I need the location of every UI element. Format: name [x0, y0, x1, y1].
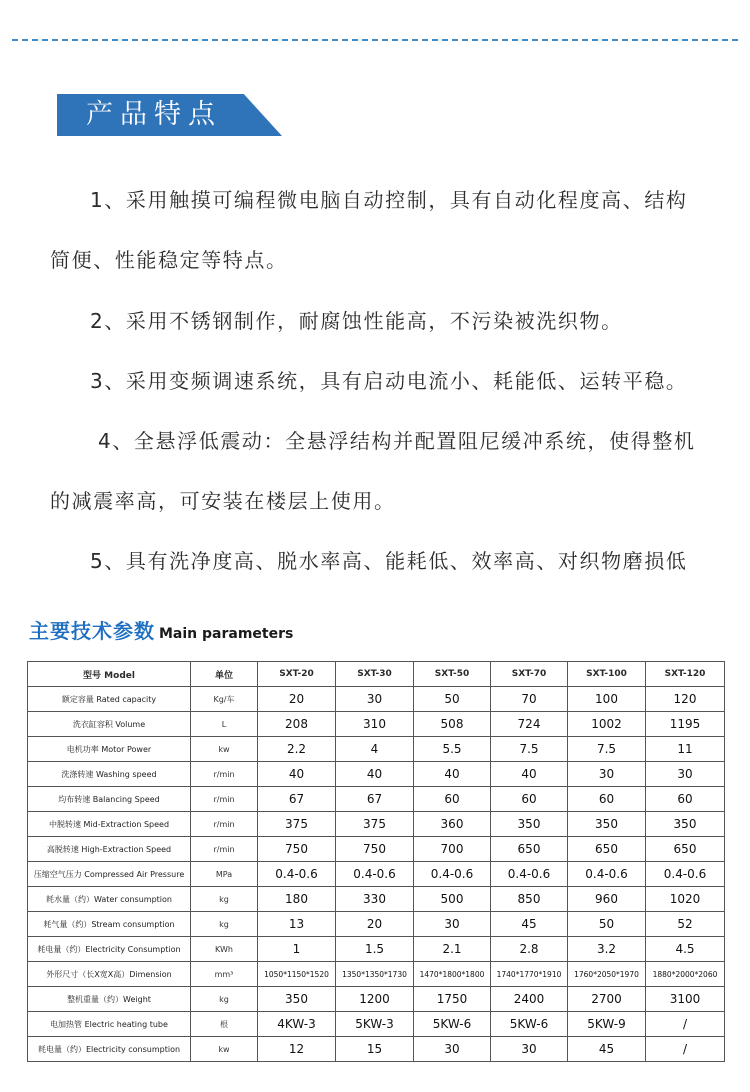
feature-line-5: 4、全悬浮低震动：全悬浮结构并配置阻尼缓冲系统，使得整机 — [98, 429, 696, 453]
param-value-cell: 45 — [491, 912, 568, 937]
param-name-cell: 耗电量（约）Electricity consumption — [28, 1037, 191, 1062]
param-name-cell: 中脱转速 Mid-Extraction Speed — [28, 812, 191, 837]
param-value-cell: 310 — [336, 712, 414, 737]
param-value-cell: 3100 — [646, 987, 725, 1012]
param-value-cell: 700 — [414, 837, 491, 862]
param-value-cell: 52 — [646, 912, 725, 937]
table-row — [28, 987, 725, 1012]
param-value-cell: 30 — [336, 687, 414, 712]
param-value-cell: 375 — [336, 812, 414, 837]
param-value-cell: 30 — [414, 912, 491, 937]
params-table — [27, 661, 725, 1062]
param-value-cell: 60 — [414, 787, 491, 812]
table-row — [28, 937, 725, 962]
param-value-cell: 70 — [491, 687, 568, 712]
feature-line-7: 5、具有洗净度高、脱水率高、能耗低、效率高、对织物磨损低 — [90, 549, 688, 573]
params-heading — [29, 615, 293, 644]
param-name-cell: 耗气量（约）Stream consumption — [28, 912, 191, 937]
param-value-cell: 2700 — [568, 987, 646, 1012]
table-header-cell: SXT-30 — [336, 662, 414, 687]
param-value-cell: 1470*1800*1800 — [414, 962, 491, 987]
params-title-en: Main parameters — [159, 626, 294, 642]
param-value-cell: 650 — [491, 837, 568, 862]
param-value-cell: 67 — [336, 787, 414, 812]
param-value-cell: 3.2 — [568, 937, 646, 962]
param-value-cell: 1.5 — [336, 937, 414, 962]
param-name-cell: 耗水量（约）Water consumption — [28, 887, 191, 912]
param-value-cell: 12 — [258, 1037, 336, 1062]
banner-title: 产品特点 — [86, 99, 222, 130]
table-header-cell: 型号 Model — [28, 662, 191, 687]
param-value-cell: 45 — [568, 1037, 646, 1062]
param-value-cell: 350 — [258, 987, 336, 1012]
param-value-cell: 750 — [336, 837, 414, 862]
param-unit-cell: kg — [191, 912, 258, 937]
param-name-cell: 额定容量 Rated capacity — [28, 687, 191, 712]
param-unit-cell: 根 — [191, 1012, 258, 1037]
feature-line-6: 的减震率高，可安装在楼层上使用。 — [50, 489, 396, 513]
param-value-cell: 50 — [414, 687, 491, 712]
param-unit-cell: Kg/车 — [191, 687, 258, 712]
table-header-cell: SXT-70 — [491, 662, 568, 687]
param-value-cell: 7.5 — [568, 737, 646, 762]
table-header-cell: SXT-50 — [414, 662, 491, 687]
param-value-cell: 5KW-6 — [491, 1012, 568, 1037]
table-header-row — [28, 662, 725, 687]
param-value-cell: 2400 — [491, 987, 568, 1012]
param-unit-cell: r/min — [191, 837, 258, 862]
param-value-cell: 13 — [258, 912, 336, 937]
param-value-cell: 40 — [258, 762, 336, 787]
table-header-cell: SXT-20 — [258, 662, 336, 687]
table-row — [28, 812, 725, 837]
param-name-cell: 压缩空气压力 Compressed Air Pressure — [28, 862, 191, 887]
param-value-cell: 850 — [491, 887, 568, 912]
param-value-cell: 1195 — [646, 712, 725, 737]
param-unit-cell: KWh — [191, 937, 258, 962]
table-header-cell: SXT-100 — [568, 662, 646, 687]
param-value-cell: 0.4-0.6 — [258, 862, 336, 887]
param-value-cell: 60 — [491, 787, 568, 812]
param-name-cell: 外形尺寸（长X宽X高）Dimension — [28, 962, 191, 987]
param-value-cell: 1050*1150*1520 — [258, 962, 336, 987]
table-header-cell: 单位 — [191, 662, 258, 687]
param-value-cell: 375 — [258, 812, 336, 837]
param-unit-cell: r/min — [191, 762, 258, 787]
param-value-cell: 0.4-0.6 — [491, 862, 568, 887]
param-value-cell: 1750 — [414, 987, 491, 1012]
param-value-cell: 750 — [258, 837, 336, 862]
param-value-cell: 0.4-0.6 — [414, 862, 491, 887]
param-value-cell: 30 — [646, 762, 725, 787]
param-value-cell: 15 — [336, 1037, 414, 1062]
param-value-cell: 40 — [336, 762, 414, 787]
param-value-cell: 0.4-0.6 — [568, 862, 646, 887]
param-name-cell: 洗涤转速 Washing speed — [28, 762, 191, 787]
feature-line-2: 简便、性能稳定等特点。 — [50, 248, 288, 272]
param-value-cell: 1740*1770*1910 — [491, 962, 568, 987]
param-name-cell: 高脱转速 High-Extraction Speed — [28, 837, 191, 862]
param-value-cell: 1020 — [646, 887, 725, 912]
param-unit-cell: kw — [191, 737, 258, 762]
param-value-cell: 5KW-3 — [336, 1012, 414, 1037]
param-value-cell: 208 — [258, 712, 336, 737]
feature-line-3: 2、采用不锈钢制作，耐腐蚀性能高，不污染被洗织物。 — [90, 309, 623, 333]
param-value-cell: 30 — [491, 1037, 568, 1062]
table-row — [28, 712, 725, 737]
param-value-cell: 1 — [258, 937, 336, 962]
dashed-divider — [12, 39, 738, 41]
param-value-cell: 50 — [568, 912, 646, 937]
param-unit-cell: mm³ — [191, 962, 258, 987]
param-unit-cell: r/min — [191, 812, 258, 837]
param-value-cell: 1760*2050*1970 — [568, 962, 646, 987]
param-value-cell: 5.5 — [414, 737, 491, 762]
table-row — [28, 912, 725, 937]
table-row — [28, 762, 725, 787]
param-value-cell: 960 — [568, 887, 646, 912]
table-row — [28, 687, 725, 712]
param-value-cell: 2.8 — [491, 937, 568, 962]
table-row — [28, 862, 725, 887]
param-unit-cell: kg — [191, 987, 258, 1012]
param-value-cell: 4KW-3 — [258, 1012, 336, 1037]
param-name-cell: 整机重量（约）Weight — [28, 987, 191, 1012]
param-value-cell: 360 — [414, 812, 491, 837]
param-value-cell: 1002 — [568, 712, 646, 737]
param-value-cell: 60 — [646, 787, 725, 812]
param-value-cell: 11 — [646, 737, 725, 762]
param-value-cell: 500 — [414, 887, 491, 912]
param-value-cell: 4 — [336, 737, 414, 762]
param-value-cell: 0.4-0.6 — [646, 862, 725, 887]
param-name-cell: 洗衣缸容积 Volume — [28, 712, 191, 737]
param-value-cell: 650 — [646, 837, 725, 862]
param-unit-cell: kw — [191, 1037, 258, 1062]
param-value-cell: 30 — [414, 1037, 491, 1062]
param-value-cell: 650 — [568, 837, 646, 862]
param-value-cell: 1880*2000*2060 — [646, 962, 725, 987]
param-name-cell: 电加热管 Electric heating tube — [28, 1012, 191, 1037]
param-value-cell: 5KW-9 — [568, 1012, 646, 1037]
param-value-cell: 350 — [568, 812, 646, 837]
param-value-cell: 5KW-6 — [414, 1012, 491, 1037]
param-value-cell: 180 — [258, 887, 336, 912]
param-value-cell: 20 — [258, 687, 336, 712]
param-unit-cell: L — [191, 712, 258, 737]
param-unit-cell: kg — [191, 887, 258, 912]
table-row — [28, 1012, 725, 1037]
params-title-zh: 主要技术参数 — [29, 619, 155, 643]
param-value-cell: 30 — [568, 762, 646, 787]
param-value-cell: 2.2 — [258, 737, 336, 762]
param-value-cell: 40 — [414, 762, 491, 787]
param-value-cell: 60 — [568, 787, 646, 812]
param-value-cell: / — [646, 1012, 725, 1037]
param-value-cell: 508 — [414, 712, 491, 737]
feature-line-4: 3、采用变频调速系统，具有启动电流小、耗能低、运转平稳。 — [90, 369, 688, 393]
table-row — [28, 887, 725, 912]
param-value-cell: 7.5 — [491, 737, 568, 762]
param-value-cell: 2.1 — [414, 937, 491, 962]
param-value-cell: 4.5 — [646, 937, 725, 962]
param-value-cell: 0.4-0.6 — [336, 862, 414, 887]
table-header-cell: SXT-120 — [646, 662, 725, 687]
table-row — [28, 837, 725, 862]
param-value-cell: 724 — [491, 712, 568, 737]
param-value-cell: 330 — [336, 887, 414, 912]
table-row — [28, 737, 725, 762]
table-row — [28, 1037, 725, 1062]
param-value-cell: 67 — [258, 787, 336, 812]
table-row — [28, 962, 725, 987]
param-value-cell: 1350*1350*1730 — [336, 962, 414, 987]
param-value-cell: 100 — [568, 687, 646, 712]
param-value-cell: 20 — [336, 912, 414, 937]
param-unit-cell: r/min — [191, 787, 258, 812]
feature-line-1: 1、采用触摸可编程微电脑自动控制，具有自动化程度高、结构 — [90, 188, 688, 212]
param-value-cell: 40 — [491, 762, 568, 787]
table-row — [28, 787, 725, 812]
param-value-cell: 120 — [646, 687, 725, 712]
param-value-cell: / — [646, 1037, 725, 1062]
param-value-cell: 350 — [646, 812, 725, 837]
param-value-cell: 350 — [491, 812, 568, 837]
param-name-cell: 耗电量（约）Electricity Consumption — [28, 937, 191, 962]
param-name-cell: 电机功率 Motor Power — [28, 737, 191, 762]
param-name-cell: 均布转速 Balancing Speed — [28, 787, 191, 812]
param-value-cell: 1200 — [336, 987, 414, 1012]
param-unit-cell: MPa — [191, 862, 258, 887]
